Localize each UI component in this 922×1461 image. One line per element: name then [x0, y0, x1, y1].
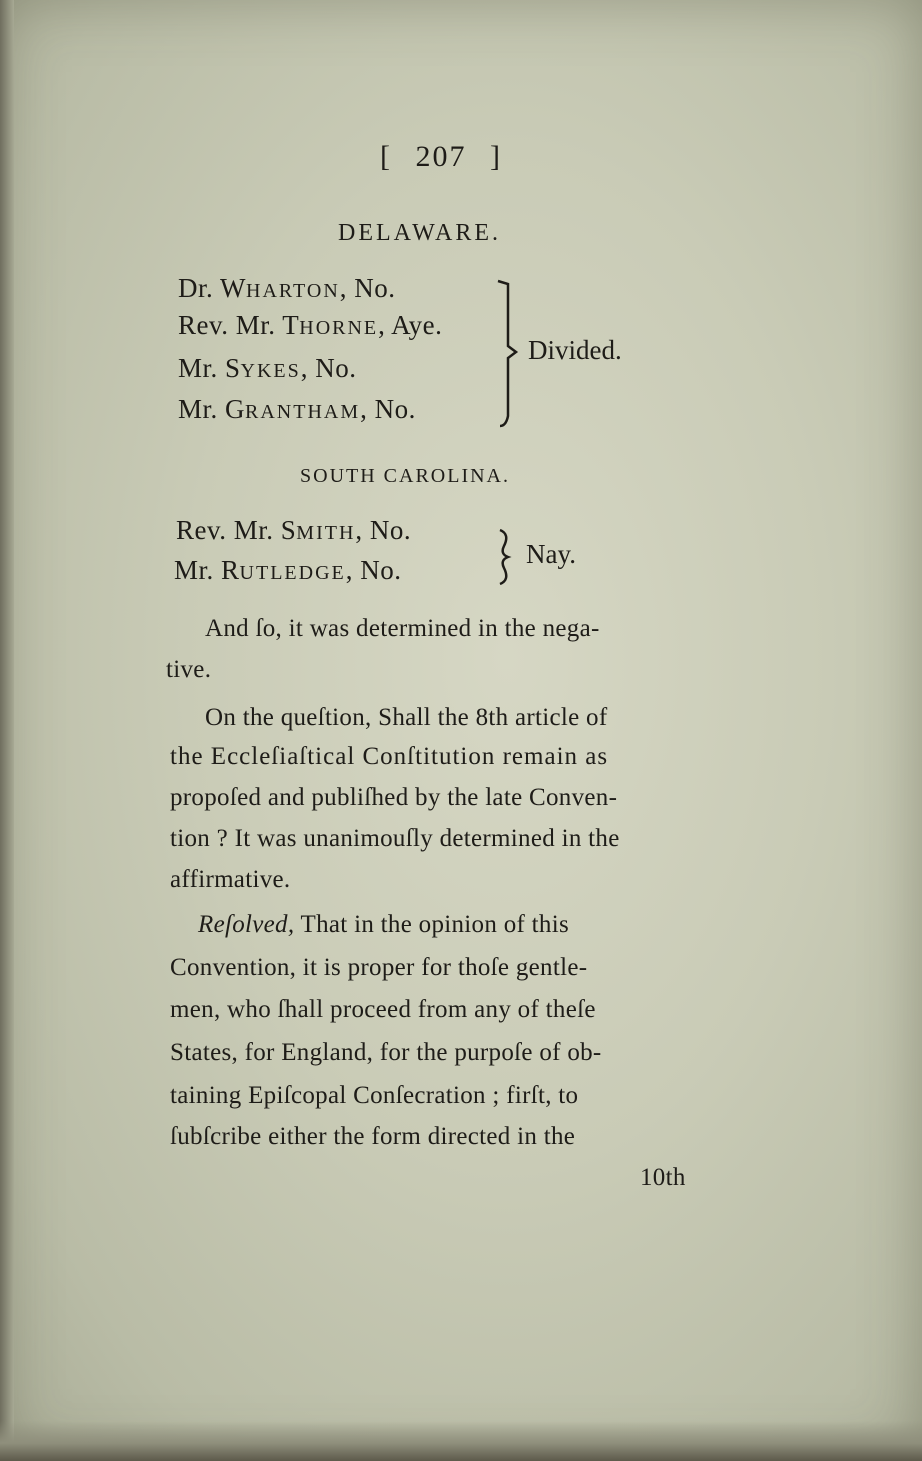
paragraph-line: tive. — [166, 656, 212, 683]
delaware-row — [178, 310, 442, 341]
voter-title: Rev. Mr. — [178, 310, 283, 340]
south-carolina-row — [176, 515, 411, 546]
delaware-row — [178, 273, 396, 304]
delaware-row — [178, 394, 416, 425]
south-carolina-result: Nay. — [526, 539, 576, 569]
voter-vote: , No. — [300, 353, 357, 383]
voter-name-initial: S — [280, 515, 297, 545]
voter-name-rest: MITH — [296, 522, 356, 544]
paragraph-line: propoſed and publiſhed by the late Conven- — [170, 784, 618, 811]
paragraph-line: tion ? It was unanimouſly determined in the — [170, 825, 620, 852]
paragraph-line: the Eccleſiaſtical Conſtitution remain as — [170, 743, 609, 770]
delaware-heading: DELAWARE. — [338, 220, 502, 246]
resolved-word: Reſolved, — [198, 911, 295, 938]
voter-name-rest: RANTHAM — [245, 401, 361, 423]
delaware-brace-icon — [494, 276, 524, 432]
page-bottom-edge — [0, 1421, 922, 1461]
paragraph-line: ſubſcribe either the form directed in the — [170, 1123, 576, 1150]
voter-title: Mr. — [174, 555, 222, 585]
paragraph-line: And ſo, it was determined in the nega- — [205, 615, 600, 642]
paragraph-line: States, for England, for the purpoſe of ob- — [170, 1039, 602, 1066]
voter-vote: , No. — [360, 394, 416, 424]
page-number: [ 207 ] — [380, 140, 502, 173]
catchword: 10th — [640, 1164, 686, 1191]
paragraph-line: affirmative. — [170, 866, 291, 893]
delaware-result: Divided. — [528, 335, 622, 365]
paragraph-line: Convention, it is proper for thoſe gentle- — [170, 954, 588, 981]
voter-name-initial: G — [225, 394, 246, 424]
voter-vote: , No. — [345, 555, 402, 585]
page-left-edge — [0, 0, 14, 1461]
south-carolina-brace-icon — [490, 526, 520, 588]
voter-vote: , No. — [339, 273, 396, 303]
paragraph-line — [198, 911, 569, 939]
voter-name-rest: HARTON — [246, 280, 340, 302]
paragraph-line: men, who ſhall proceed from any of theſe — [170, 996, 596, 1023]
south-carolina-row — [174, 555, 401, 586]
voter-title: Mr. — [178, 353, 226, 383]
voter-title: Rev. Mr. — [176, 515, 281, 545]
paragraph-line: taining Epiſcopal Conſecration ; firſt, to — [170, 1082, 579, 1109]
voter-name-rest: YKES — [240, 360, 301, 382]
delaware-row — [178, 353, 357, 384]
voter-name-rest: UTLEDGE — [239, 562, 346, 584]
south-carolina-heading: SOUTH CAROLINA. — [300, 465, 510, 487]
paragraph-line: On the queſtion, Shall the 8th article of — [205, 704, 608, 731]
paragraph-line-rest: That in the opinion of this — [294, 911, 569, 938]
voter-name-initial: W — [220, 273, 246, 303]
voter-name-rest: HORNE — [299, 317, 379, 339]
voter-vote: , No. — [355, 515, 412, 545]
voter-title: Mr. — [178, 394, 226, 424]
voter-name-initial: T — [282, 310, 300, 340]
voter-vote: , Aye. — [378, 310, 443, 340]
voter-name-initial: R — [221, 555, 240, 585]
voter-name-initial: S — [225, 353, 241, 383]
voter-title: Dr. — [178, 273, 221, 303]
